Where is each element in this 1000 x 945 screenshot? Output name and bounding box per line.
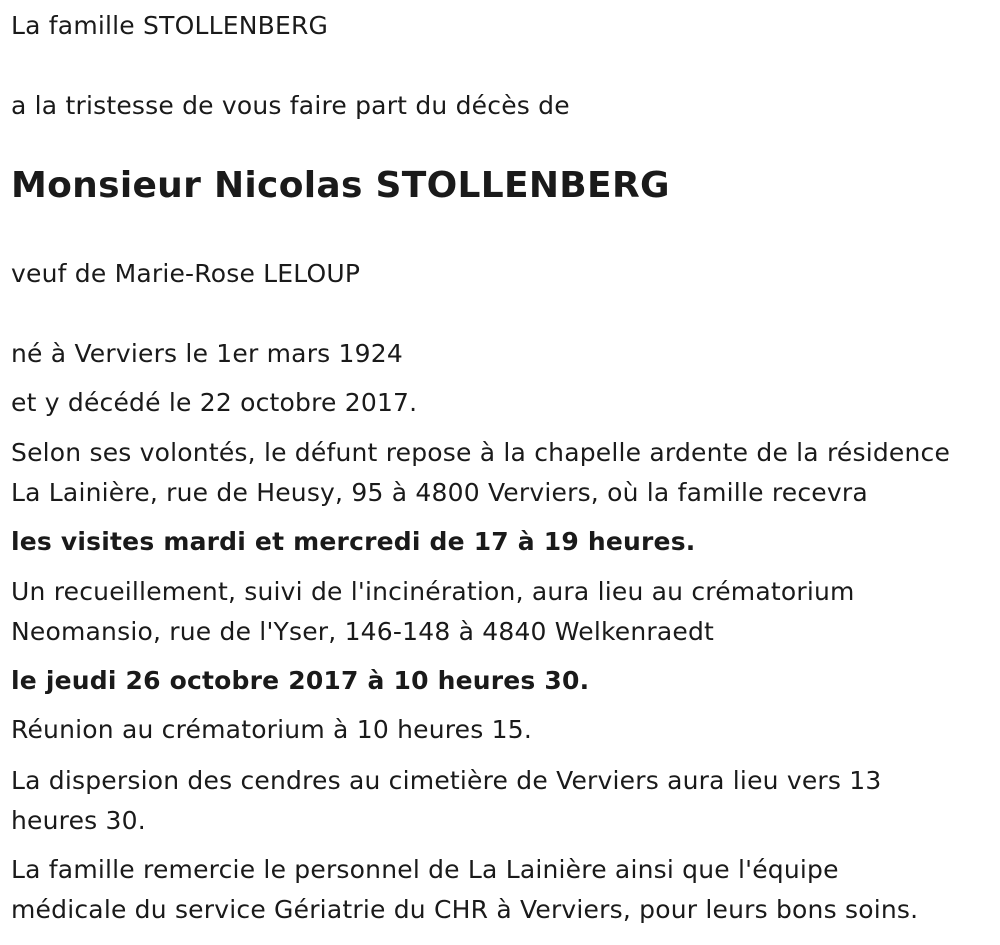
repose-line-1: Selon ses volontés, le défunt repose à la chapelle ardente de la résidence [11, 438, 951, 467]
announcement-text: a la tristesse de vous faire part du décès de [11, 91, 570, 120]
thanks-line-1: La famille remercie le personnel de La Lainière ainsi que l'équipe [11, 855, 839, 884]
meeting-text: Réunion au crématorium à 10 heures 15. [11, 715, 532, 744]
death-text: et y décédé le 22 octobre 2017. [11, 388, 418, 417]
repose-line-2: La Lainière, rue de Heusy, 95 à 4800 Verviers, où la famille recevra [11, 478, 868, 507]
thanks-line-2: médicale du service Gériatrie du CHR à Verviers, pour leurs bons soins. [11, 895, 919, 924]
spouse-text: veuf de Marie-Rose LELOUP [11, 259, 361, 288]
visits-text: les visites mardi et mercredi de 17 à 19 heures. [11, 527, 696, 556]
ceremony-date-text: le jeudi 26 octobre 2017 à 10 heures 30. [11, 666, 590, 695]
ceremony-line-2: Neomansio, rue de l'Yser, 146-148 à 4840 Welkenraedt [11, 617, 715, 646]
deceased-name: Monsieur Nicolas STOLLENBERG [11, 165, 670, 206]
dispersion-line-2: heures 30. [11, 806, 146, 835]
dispersion-line-1: La dispersion des cendres au cimetière de Verviers aura lieu vers 13 [11, 766, 882, 795]
birth-text: né à Verviers le 1er mars 1924 [11, 339, 403, 368]
family-intro: La famille STOLLENBERG [11, 11, 329, 40]
ceremony-line-1: Un recueillement, suivi de l'incinération, aura lieu au crématorium [11, 577, 855, 606]
